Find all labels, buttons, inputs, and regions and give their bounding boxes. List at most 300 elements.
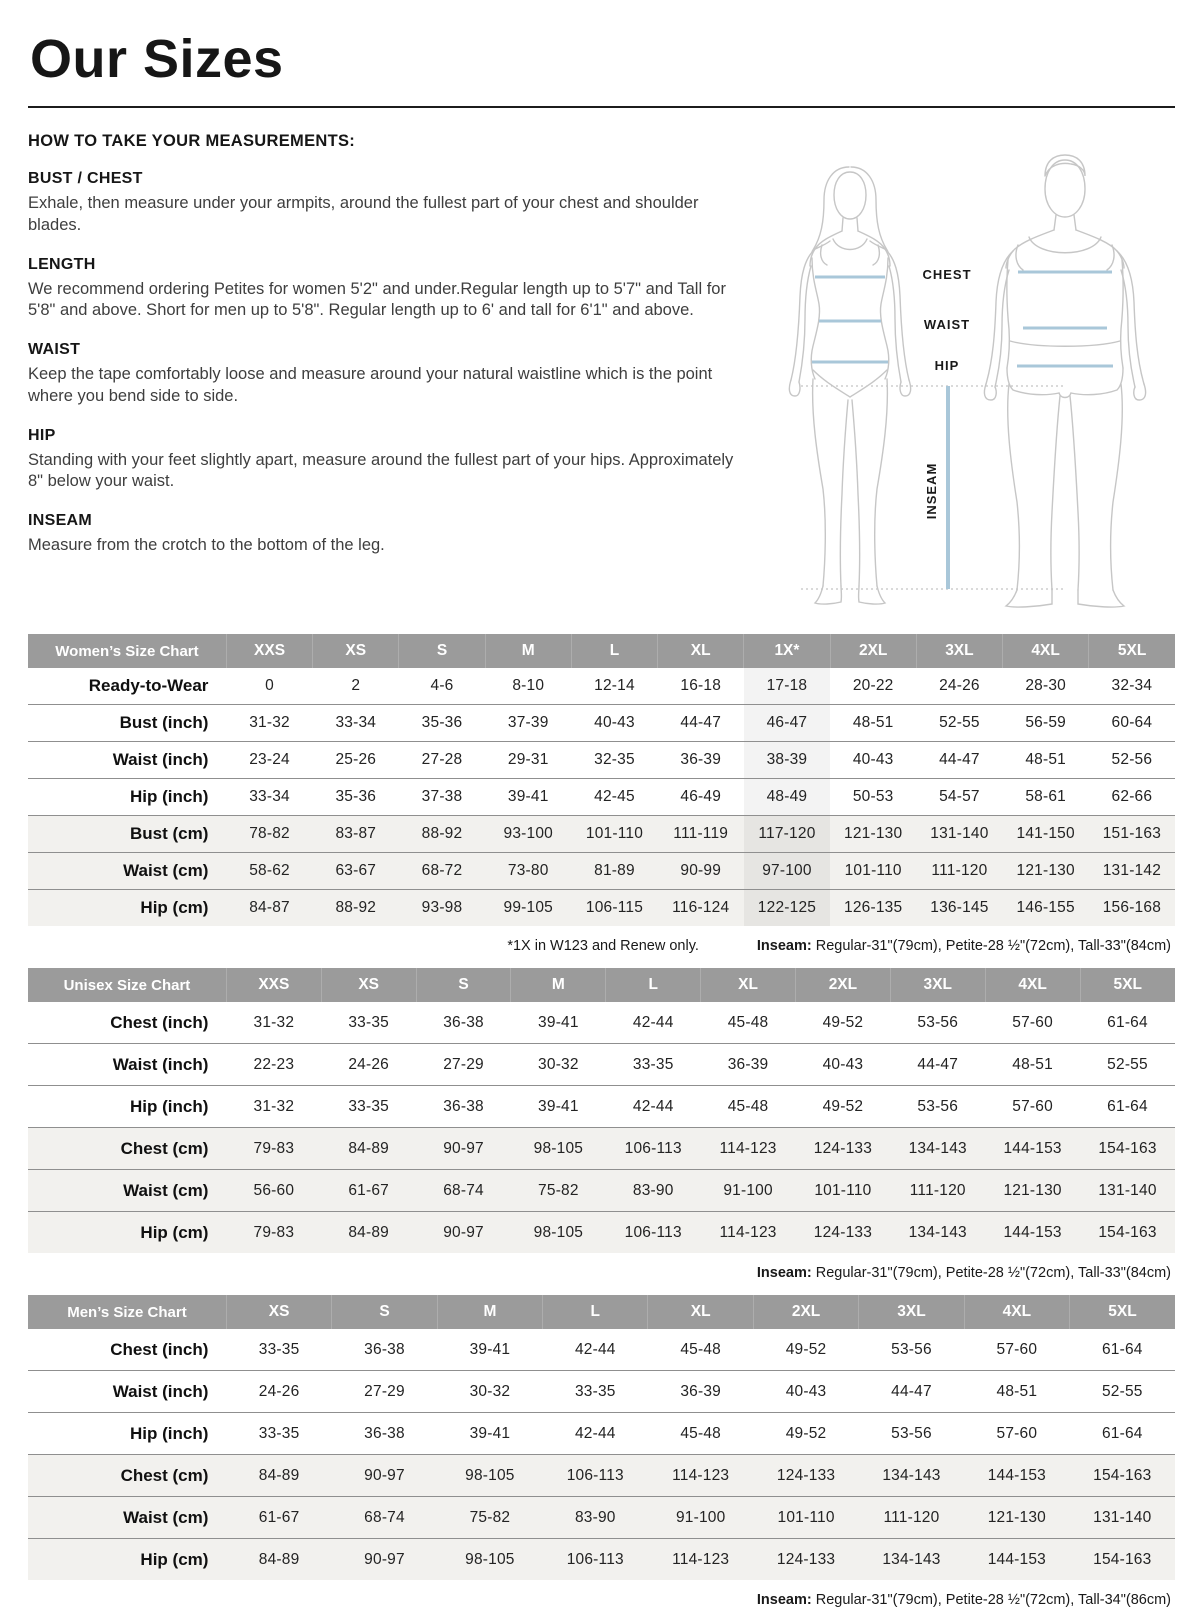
instruction-title: HIP [28,426,56,444]
row-label: Chest (inch) [110,1339,209,1359]
size-value-cell: 2 [351,677,361,694]
size-value-cell: 33-34 [335,714,377,731]
size-value-cell: 62-66 [1111,788,1153,805]
size-value-cell: 63-67 [335,862,377,879]
size-value-cell: 36-39 [727,1055,769,1073]
size-value-cell: 54-57 [939,788,980,805]
size-value-cell: 20-22 [852,677,894,694]
size-value-cell: 101-110 [814,1181,872,1199]
size-column-header: XXS [226,634,312,668]
size-value-cell: 131-140 [1098,1181,1157,1199]
instruction-body: We recommend ordering Petites for women 5'2" and under.Regular length up to 5'7" and Tall for 5'8" and above. Short for men up to 5'8". Regular length up to 6' and tall for 6'1" and above. [28,279,726,320]
size-value-cell: 52-55 [1101,1382,1143,1400]
size-value-cell: 39-41 [469,1424,511,1442]
size-value-cell: 61-67 [258,1508,300,1526]
row-label: Hip (inch) [130,787,209,806]
size-value-cell: 49-52 [785,1424,827,1442]
footnote-inseam [757,938,1171,954]
size-value-cell: 36-39 [680,1382,721,1400]
table-row [28,1497,1175,1539]
size-value-cell: 78-82 [249,825,290,842]
size-value-cell: 144-153 [1003,1139,1062,1157]
womens-footnotes [28,938,1171,954]
table-row [28,742,1175,779]
table-title: Men’s Size Chart [28,1295,226,1329]
size-column-header: XS [226,1295,331,1329]
size-value-cell: 61-64 [1101,1340,1143,1358]
table-row [28,1212,1175,1254]
size-value-cell: 134-143 [908,1139,967,1157]
size-value-cell: 57-60 [996,1424,1038,1442]
size-column-header: 4XL [985,968,1080,1002]
size-value-cell: 154-163 [1098,1139,1157,1157]
size-value-cell: 39-41 [538,1097,579,1115]
size-value-cell: 84-89 [348,1139,390,1157]
size-value-cell: 0 [265,677,274,694]
size-column-header: L [606,968,701,1002]
title-divider [28,106,1175,108]
size-column-header: L [571,634,657,668]
size-value-cell: 4-6 [430,677,454,694]
size-value-cell: 154-163 [1098,1223,1157,1241]
size-value-cell: 106-113 [566,1550,624,1568]
size-value-cell: 144-153 [1003,1223,1062,1241]
size-value-cell: 91-100 [723,1181,773,1199]
inseam-footnote-text: Regular-31"(79cm), Petite-28 ½"(72cm), Tall-33"(84cm) [815,938,1171,954]
size-column-header: 5XL [1080,968,1175,1002]
size-value-cell: 84-89 [258,1550,300,1568]
unisex-size-table [28,968,1175,1253]
instruction-title: BUST / CHEST [28,170,143,187]
size-value-cell: 36-38 [443,1097,484,1115]
size-value-cell: 117-120 [744,816,830,853]
size-value-cell: 144-153 [987,1550,1046,1568]
size-value-cell: 146-155 [1016,899,1075,916]
size-value-cell: 42-44 [632,1013,674,1031]
intro-section [28,132,1175,612]
size-value-cell: 57-60 [996,1340,1038,1358]
size-value-cell: 31-32 [249,714,290,731]
size-column-header: M [511,968,606,1002]
table-row [28,705,1175,742]
row-label: Chest (cm) [120,1138,209,1158]
size-value-cell: 73-80 [507,862,549,879]
instruction-body: Keep the tape comfortably loose and measure around your natural waistline which is the point where you bend side to side. [28,365,713,405]
size-value-cell: 30-32 [469,1382,511,1400]
footnote-1x: *1X in W123 and Renew only. [507,938,699,954]
row-label: Hip (inch) [130,1096,209,1116]
footnote-inseam [757,1265,1171,1281]
inseam-label: INSEAM [924,462,939,520]
size-column-header: 3XL [916,634,1002,668]
size-value-cell: 45-48 [727,1097,769,1115]
row-label: Chest (inch) [110,1012,209,1032]
table-title: Women’s Size Chart [28,634,226,668]
size-value-cell: 44-47 [891,1382,932,1400]
size-value-cell: 75-82 [469,1508,511,1526]
size-value-cell: 44-47 [680,714,722,731]
instruction-waist [28,341,746,408]
size-value-cell: 44-47 [917,1055,959,1073]
size-value-cell: 36-38 [443,1013,484,1031]
size-value-cell: 88-92 [335,899,377,916]
row-label: Ready-to-Wear [88,676,209,695]
size-value-cell: 48-51 [1025,751,1066,768]
size-value-cell: 35-36 [335,788,377,805]
table-title: Unisex Size Chart [28,968,226,1002]
size-value-cell: 111-120 [909,1181,966,1199]
size-value-cell: 42-44 [574,1424,616,1442]
size-value-cell: 84-87 [249,899,290,916]
size-value-cell: 27-29 [443,1055,484,1073]
row-label: Bust (cm) [130,824,209,843]
size-value-cell: 31-32 [253,1097,295,1115]
size-value-cell: 124-133 [776,1466,836,1484]
size-value-cell: 124-133 [813,1139,873,1157]
table-row [28,816,1175,853]
size-value-cell: 33-34 [249,788,290,805]
size-value-cell: 126-135 [844,899,903,916]
size-value-cell: 101-110 [777,1508,835,1526]
size-column-header: S [399,634,485,668]
inseam-footnote-label: Inseam: [756,938,812,954]
hip-label: HIP [934,358,960,373]
size-value-cell: 44-47 [939,751,980,768]
size-value-cell: 83-90 [632,1181,674,1199]
size-value-cell: 79-83 [253,1139,295,1157]
size-value-cell: 56-60 [253,1181,295,1199]
size-value-cell: 97-100 [744,853,830,890]
size-value-cell: 33-35 [632,1055,674,1073]
size-value-cell: 38-39 [744,742,830,779]
size-value-cell: 42-44 [632,1097,674,1115]
table-row [28,1539,1175,1581]
size-value-cell: 24-26 [258,1382,300,1400]
mens-size-table [28,1295,1175,1580]
size-value-cell: 98-105 [465,1466,515,1484]
size-column-header: XXS [226,968,321,1002]
size-value-cell: 114-123 [672,1550,730,1568]
size-value-cell: 90-97 [443,1139,484,1157]
size-value-cell: 93-100 [503,825,553,842]
size-value-cell: 75-82 [538,1181,579,1199]
size-value-cell: 106-113 [624,1223,682,1241]
size-value-cell: 61-64 [1107,1097,1148,1115]
size-value-cell: 83-90 [574,1508,616,1526]
size-value-cell: 84-89 [258,1466,300,1484]
size-value-cell: 90-97 [364,1550,405,1568]
size-value-cell: 46-49 [680,788,722,805]
size-value-cell: 111-119 [673,825,729,842]
table-row [28,853,1175,890]
inseam-footnote-label: Inseam: [756,1265,812,1281]
size-value-cell: 68-74 [443,1181,484,1199]
table-row [28,1455,1175,1497]
size-value-cell: 39-41 [538,1013,579,1031]
size-value-cell: 122-125 [744,890,830,927]
size-value-cell: 98-105 [465,1550,515,1568]
size-value-cell: 36-38 [364,1340,405,1358]
size-value-cell: 30-32 [538,1055,579,1073]
size-value-cell: 144-153 [987,1466,1046,1484]
size-value-cell: 39-41 [507,788,549,805]
size-value-cell: 33-35 [258,1424,300,1442]
measurement-instructions [28,132,746,612]
size-column-header: 2XL [830,634,916,668]
size-value-cell: 90-97 [364,1466,405,1484]
size-value-cell: 28-30 [1025,677,1066,694]
size-value-cell: 131-140 [1093,1508,1152,1526]
table-row [28,1002,1175,1044]
size-column-header: M [485,634,571,668]
size-value-cell: 134-143 [908,1223,967,1241]
size-column-header: 3XL [890,968,985,1002]
row-label: Hip (cm) [140,1549,209,1569]
row-label: Chest (cm) [120,1465,209,1485]
instruction-inseam [28,512,746,557]
size-value-cell: 42-44 [574,1340,616,1358]
footnote-inseam [757,1592,1171,1608]
size-column-header: 4XL [964,1295,1069,1329]
size-value-cell: 61-64 [1101,1424,1143,1442]
size-column-header: 5XL [1070,1295,1175,1329]
instruction-body: Measure from the crotch to the bottom of the leg. [28,536,385,555]
size-column-header: XL [701,968,796,1002]
inseam-footnote-text: Regular-31"(79cm), Petite-28 ½"(72cm), Tall-33"(84cm) [815,1265,1171,1281]
size-value-cell: 106-113 [624,1139,682,1157]
size-value-cell: 40-43 [785,1382,827,1400]
waist-label: WAIST [923,317,971,332]
instruction-body: Standing with your feet slightly apart, measure around the fullest part of your hips. Approximately 8" below your waist. [28,450,734,491]
size-value-cell: 48-49 [744,779,830,816]
instruction-hip [28,427,746,494]
row-label: Waist (inch) [112,750,209,769]
womens-size-table [28,634,1175,926]
size-value-cell: 79-83 [253,1223,295,1241]
size-value-cell: 49-52 [785,1340,827,1358]
size-value-cell: 37-38 [421,788,463,805]
table-row [28,1086,1175,1128]
size-value-cell: 101-110 [585,825,644,842]
row-label: Waist (cm) [123,1507,209,1527]
womens-size-chart-section [28,634,1175,954]
size-value-cell: 58-61 [1025,788,1066,805]
size-value-cell: 141-150 [1016,825,1075,842]
size-value-cell: 61-64 [1107,1013,1148,1031]
instruction-title: LENGTH [28,255,96,273]
table-row [28,890,1175,927]
size-value-cell: 98-105 [533,1223,584,1241]
size-column-header: 1X* [744,634,830,668]
instruction-title: WAIST [28,341,81,359]
size-column-header: L [543,1295,648,1329]
size-column-header: XS [313,634,399,668]
size-value-cell: 31-32 [253,1013,295,1031]
size-value-cell: 8-10 [512,677,545,694]
size-column-header: S [332,1295,437,1329]
size-value-cell: 114-123 [672,1466,730,1484]
table-header-row [28,968,1175,1002]
size-value-cell: 48-51 [852,714,894,731]
table-header-row [28,634,1175,668]
table-row [28,779,1175,816]
size-value-cell: 35-36 [421,714,463,731]
size-column-header: 2XL [795,968,890,1002]
size-value-cell: 121-130 [1003,1181,1062,1199]
size-value-cell: 17-18 [744,668,830,705]
row-label: Waist (inch) [112,1054,209,1074]
size-value-cell: 101-110 [844,862,902,879]
size-value-cell: 136-145 [930,899,989,916]
size-column-header: XL [658,634,744,668]
instruction-length [28,256,746,323]
size-value-cell: 33-35 [348,1013,390,1031]
size-value-cell: 60-64 [1111,714,1153,731]
size-value-cell: 48-51 [996,1382,1038,1400]
size-column-header: S [416,968,511,1002]
size-value-cell: 46-47 [744,705,830,742]
size-value-cell: 32-35 [594,751,635,768]
size-value-cell: 99-105 [503,899,553,916]
size-column-header: 5XL [1089,634,1175,668]
size-value-cell: 134-143 [882,1550,941,1568]
table-row [28,1170,1175,1212]
size-value-cell: 114-123 [719,1223,777,1241]
size-value-cell: 111-120 [931,862,988,879]
size-value-cell: 12-14 [594,677,635,694]
size-value-cell: 52-56 [1111,751,1153,768]
size-value-cell: 83-87 [335,825,377,842]
row-label: Hip (cm) [140,898,209,917]
size-value-cell: 53-56 [891,1424,932,1442]
size-value-cell: 45-48 [680,1424,721,1442]
size-value-cell: 53-56 [891,1340,932,1358]
size-value-cell: 52-55 [1107,1055,1148,1073]
size-value-cell: 23-24 [249,751,290,768]
size-value-cell: 111-120 [883,1508,940,1526]
size-value-cell: 81-89 [594,862,635,879]
size-value-cell: 33-35 [348,1097,390,1115]
size-value-cell: 106-113 [566,1466,624,1484]
table-row [28,1044,1175,1086]
size-value-cell: 24-26 [348,1055,390,1073]
male-figure-outline [984,155,1145,607]
size-value-cell: 58-62 [249,862,290,879]
unisex-size-chart-section [28,968,1175,1281]
mens-size-chart-section [28,1295,1175,1608]
size-value-cell: 57-60 [1012,1013,1053,1031]
size-value-cell: 121-130 [844,825,903,842]
inseam-footnote-label: Inseam: [756,1592,812,1608]
size-value-cell: 68-74 [364,1508,405,1526]
howto-heading: HOW TO TAKE YOUR MEASUREMENTS: [28,132,356,150]
size-value-cell: 37-39 [507,714,549,731]
size-column-header: 4XL [1003,634,1089,668]
size-value-cell: 24-26 [939,677,980,694]
row-label: Hip (inch) [130,1423,209,1443]
size-value-cell: 98-105 [533,1139,584,1157]
size-value-cell: 134-143 [882,1466,941,1484]
measurement-diagram [746,132,1175,612]
size-value-cell: 33-35 [258,1340,300,1358]
size-value-cell: 50-53 [852,788,894,805]
size-value-cell: 131-142 [1102,862,1162,879]
size-value-cell: 57-60 [1012,1097,1053,1115]
table-row [28,1128,1175,1170]
size-value-cell: 40-43 [852,751,894,768]
table-row [28,668,1175,705]
table-row [28,1329,1175,1371]
size-column-header: 3XL [859,1295,964,1329]
size-value-cell: 114-123 [719,1139,777,1157]
inseam-footnote-text: Regular-31"(79cm), Petite-28 ½"(72cm), Tall-34"(86cm) [815,1592,1171,1608]
row-label: Waist (inch) [112,1381,209,1401]
size-value-cell: 68-72 [421,862,463,879]
size-value-cell: 106-115 [585,899,644,916]
size-value-cell: 53-56 [917,1097,959,1115]
size-value-cell: 91-100 [675,1508,726,1526]
size-value-cell: 124-133 [813,1223,873,1241]
size-value-cell: 22-23 [253,1055,295,1073]
size-value-cell: 61-67 [348,1181,390,1199]
size-value-cell: 151-163 [1102,825,1162,842]
size-value-cell: 40-43 [594,714,635,731]
size-value-cell: 121-130 [1016,862,1075,879]
size-value-cell: 121-130 [987,1508,1046,1526]
row-label: Waist (cm) [123,1180,209,1200]
size-value-cell: 154-163 [1093,1466,1152,1484]
unisex-footnotes [28,1265,1171,1281]
size-value-cell: 116-124 [672,899,730,916]
instruction-title: INSEAM [28,512,93,530]
instruction-body: Exhale, then measure under your armpits, around the fullest part of your chest and shoulder blades. [28,194,699,234]
size-value-cell: 93-98 [421,899,463,916]
size-value-cell: 32-34 [1111,677,1153,694]
chest-label: CHEST [922,267,972,282]
size-value-cell: 49-52 [822,1013,864,1031]
size-value-cell: 49-52 [822,1097,864,1115]
size-column-header: M [437,1295,542,1329]
size-value-cell: 25-26 [335,751,377,768]
size-value-cell: 27-28 [421,751,463,768]
size-value-cell: 45-48 [727,1013,769,1031]
size-value-cell: 88-92 [421,825,463,842]
size-value-cell: 156-168 [1102,899,1162,916]
table-header-row [28,1295,1175,1329]
size-value-cell: 56-59 [1025,714,1066,731]
table-row [28,1413,1175,1455]
size-value-cell: 53-56 [917,1013,959,1031]
body-figures-illustration [755,134,1175,612]
size-column-header: 2XL [753,1295,858,1329]
size-value-cell: 52-55 [939,714,980,731]
row-label: Waist (cm) [123,861,209,880]
table-row [28,1371,1175,1413]
size-value-cell: 27-29 [364,1382,405,1400]
size-value-cell: 124-133 [776,1550,836,1568]
size-value-cell: 39-41 [469,1340,511,1358]
size-value-cell: 90-97 [443,1223,484,1241]
row-label: Bust (inch) [119,713,209,732]
size-value-cell: 84-89 [348,1223,390,1241]
size-value-cell: 29-31 [507,751,549,768]
size-column-header: XL [648,1295,753,1329]
size-value-cell: 33-35 [574,1382,616,1400]
page-title: Our Sizes [30,29,284,89]
size-value-cell: 36-38 [364,1424,405,1442]
row-label: Hip (cm) [140,1222,209,1242]
size-value-cell: 40-43 [822,1055,864,1073]
